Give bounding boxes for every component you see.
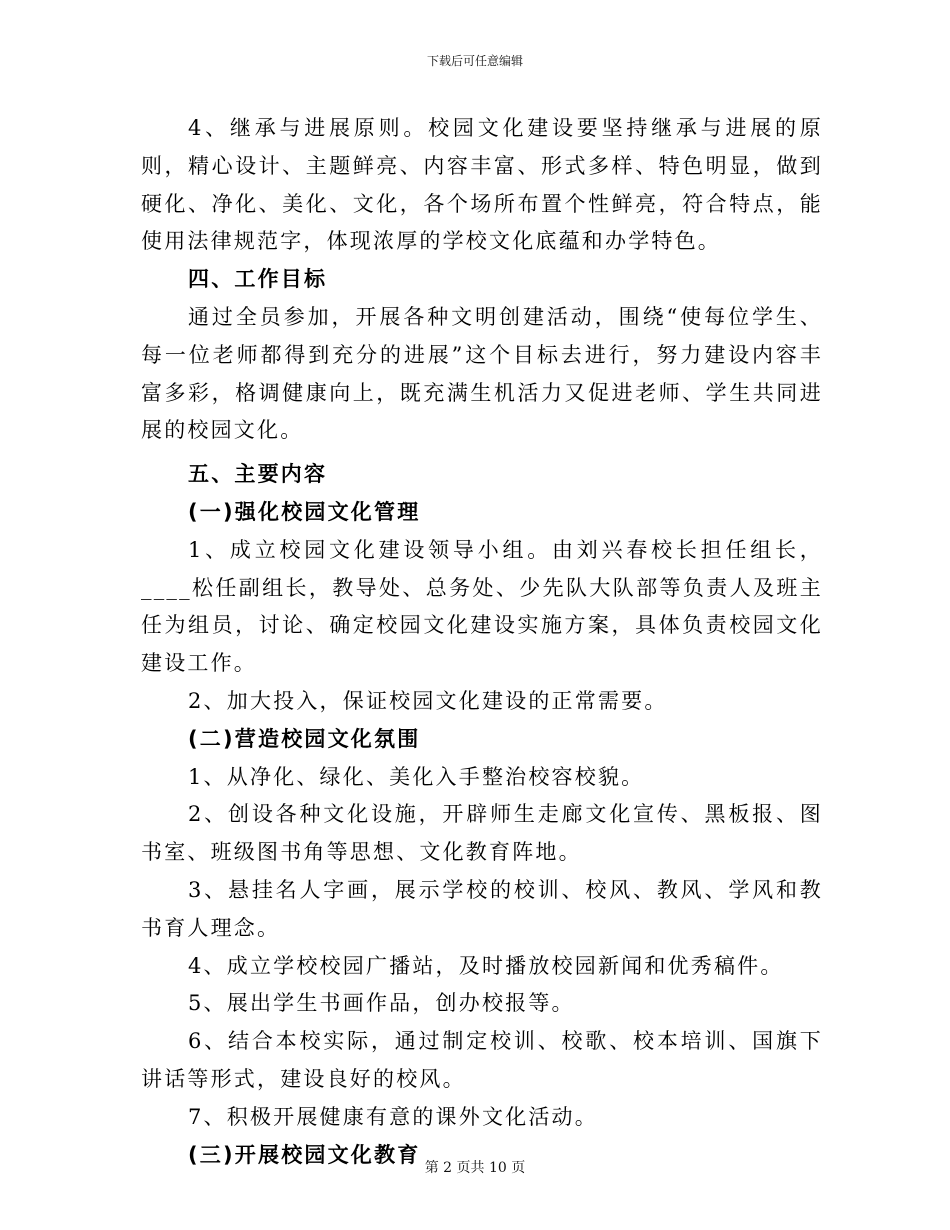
subheading-management: (一)强化校园文化管理 (188, 499, 421, 524)
list-item-management-2: 2、加大投入，保证校园文化建设的正常需要。 (188, 688, 668, 713)
list-item-atmosphere-4: 4、成立学校校园广播站，及时播放校园新闻和优秀稿件。 (188, 953, 784, 978)
paragraph-principle-4: 4、继承与进展原则。校园文化建设要坚持继承与进展的原则，精心设计、主题鲜亮、内容丰富、形式多样、特色明显，做到硬化、净化、美化、文化，各个场所布置个性鲜亮，符合特点，能使用法律规范字，体现浓厚的学校文化底蕴和办学特色。 (141, 116, 823, 254)
page-header: 下载后可任意编辑 (426, 54, 523, 68)
document-body (141, 110, 823, 1174)
list-item-atmosphere-7: 7、积极开展健康有意的课外文化活动。 (188, 1104, 598, 1129)
list-item-management-1: 1、成立校园文化建设领导小组。由刘兴春校长担任组长，____松任副组长，教导处、总务处、少先队大队部等负责人及班主任为组员，讨论、确定校园文化建设实施方案，具体负责校园文化建设工作。 (141, 537, 823, 676)
list-item-atmosphere-3: 3、悬挂名人字画，展示学校的校训、校风、教风、学风和教书育人理念。 (141, 877, 823, 940)
heading-main-content: 五、主要内容 (188, 462, 328, 487)
list-item-atmosphere-5: 5、展出学生书画作品，创办校报等。 (188, 991, 575, 1016)
subheading-education: (三)开展校园文化教育 (188, 1142, 421, 1167)
list-item-atmosphere-1: 1、从净化、绿化、美化入手整治校容校貌。 (188, 764, 645, 789)
page-footer: 第 2 页共 10 页 (424, 1160, 526, 1176)
list-item-atmosphere-2: 2、创设各种文化设施，开辟师生走廊文化宣传、黑板报、图书室、班级图书角等思想、文化教育阵地。 (141, 802, 823, 865)
heading-work-goals: 四、工作目标 (188, 267, 328, 292)
paragraph-work-goals: 通过全员参加，开展各种文明创建活动，围绕“使每位学生、每一位老师都得到充分的进展”这个目标去进行，努力建设内容丰富多彩，格调健康向上，既充满生机活力又促进老师、学生共同进展的校园文化。 (141, 304, 823, 443)
subheading-atmosphere: (二)营造校园文化氛围 (188, 726, 421, 751)
list-item-atmosphere-6: 6、结合本校实际，通过制定校训、校歌、校本培训、国旗下讲话等形式，建设良好的校风。 (141, 1029, 823, 1091)
